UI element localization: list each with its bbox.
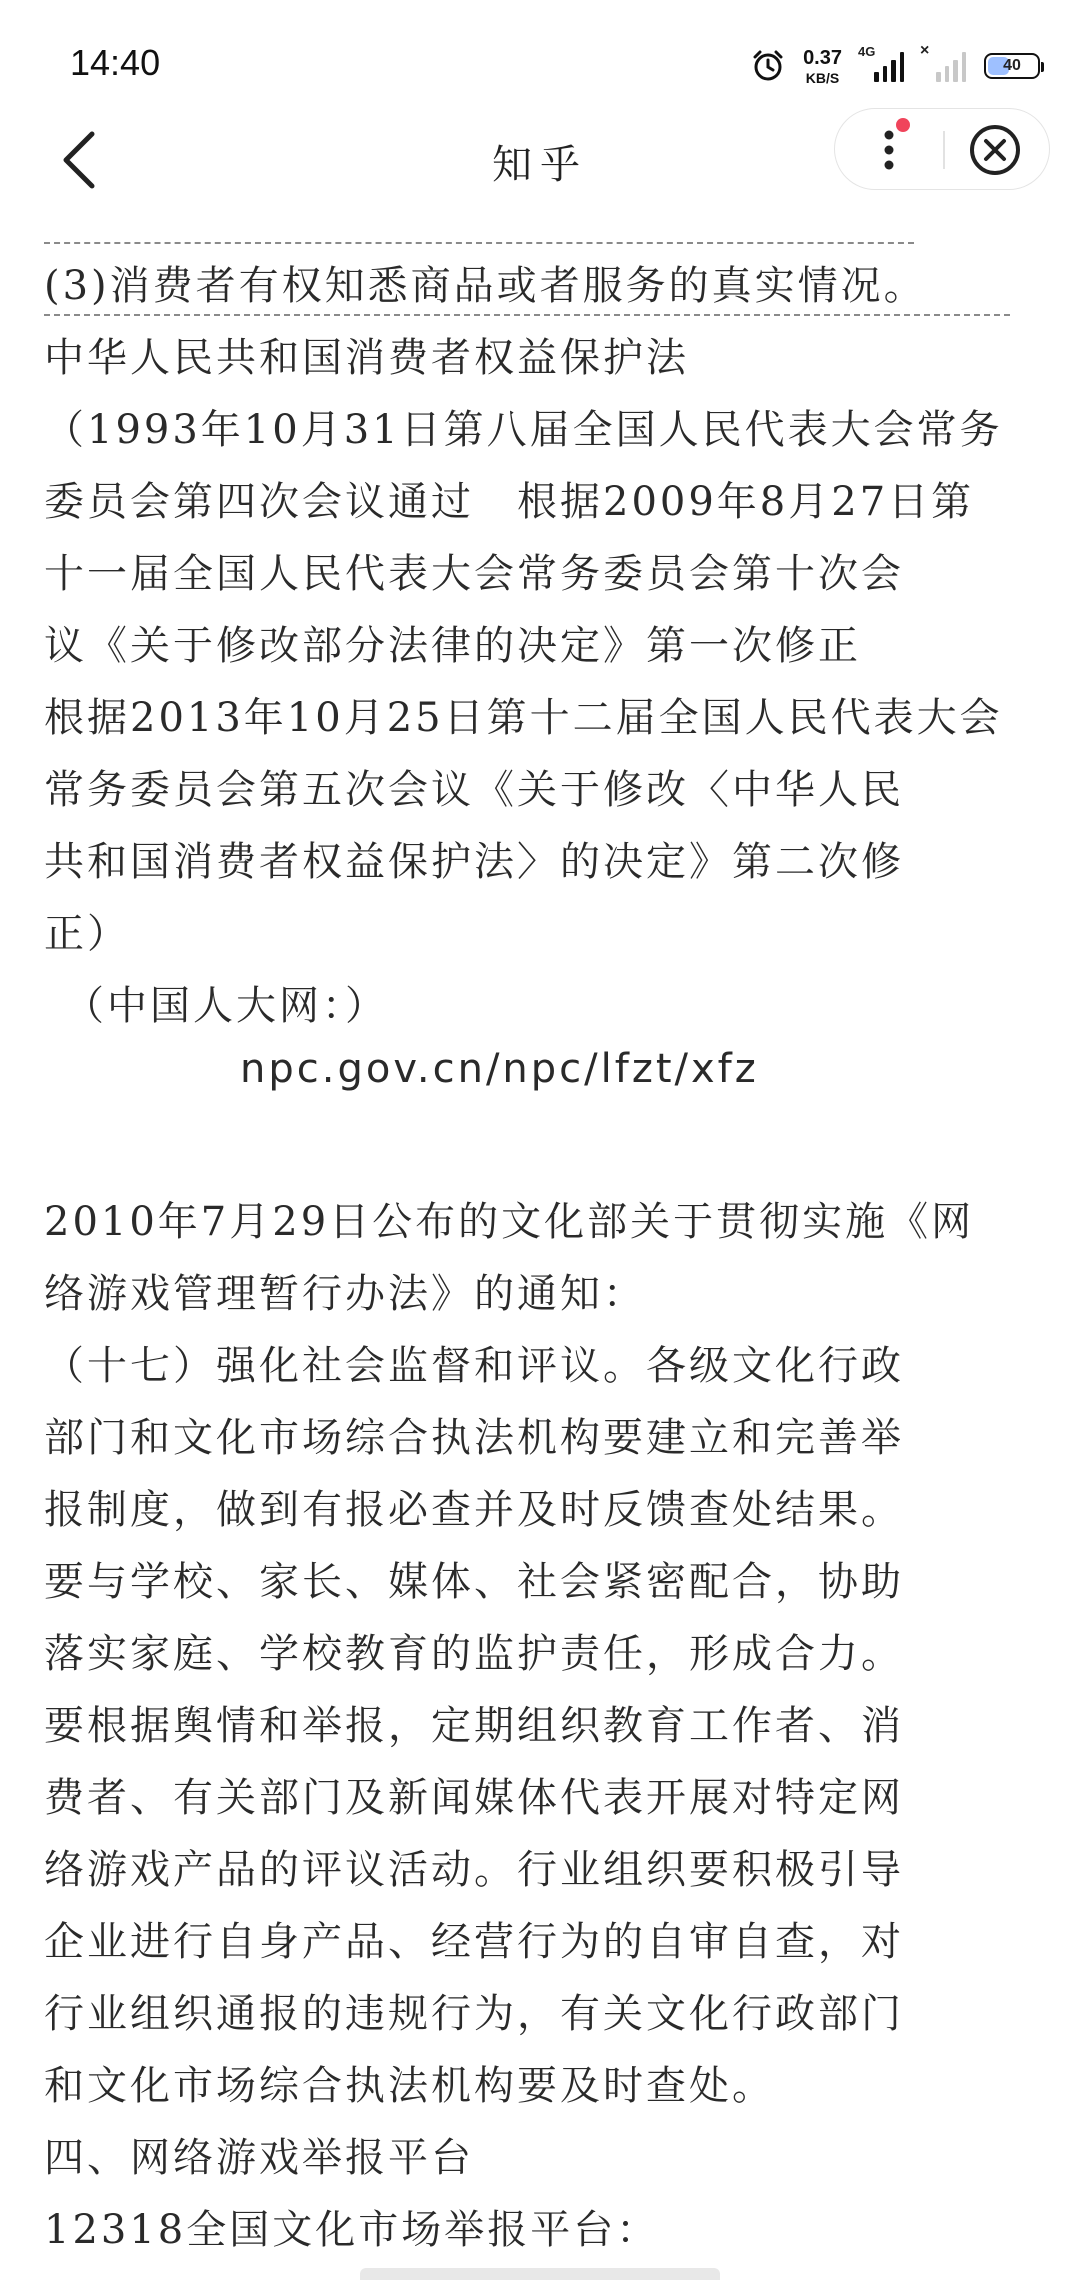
article-line: 落实家庭、学校教育的监护责任，形成合力。 <box>44 1631 904 1677</box>
article-line: （中国人大网：） <box>64 983 388 1029</box>
close-button[interactable] <box>965 117 1031 183</box>
source-link[interactable]: npc.gov.cn/npc/lfzt/xfz <box>240 1046 759 1092</box>
article-line: 报制度，做到有报必查并及时反馈查处结果。 <box>44 1487 904 1533</box>
article-content <box>0 240 1080 2280</box>
article-line: （十七）强化社会监督和评议。各级文化行政 <box>44 1343 904 1389</box>
nav-bar <box>0 128 1080 256</box>
article-line: 12318全国文化市场举报平台： <box>44 2207 660 2253</box>
article-line: 部门和文化市场综合执法机构要建立和完善举 <box>44 1415 904 1461</box>
article-line: 十一届全国人民代表大会常务委员会第十次会 <box>44 551 904 597</box>
more-options-button[interactable] <box>855 117 921 183</box>
article-line: (3)消费者有权知悉商品或者服务的真实情况。 <box>44 263 927 309</box>
article-line: 行业组织通报的违规行为，有关文化行政部门 <box>44 1991 904 2037</box>
article-line: 要与学校、家长、媒体、社会紧密配合，协助 <box>44 1559 904 1605</box>
article-line: （1993年10月31日第八届全国人民代表大会常务 <box>44 407 1003 453</box>
article-line: 正） <box>44 911 130 957</box>
dashed-divider-top <box>44 242 914 244</box>
article-line: 根据2013年10月25日第十二届全国人民代表大会 <box>44 695 1003 741</box>
notification-dot-icon <box>896 118 910 132</box>
network-type-label: 4G <box>858 44 876 59</box>
article-line: 2010年7月29日公布的文化部关于贯彻实施《网 <box>44 1199 975 1245</box>
alarm-icon <box>751 49 785 83</box>
article-line: 络游戏管理暂行办法》的通知： <box>44 1271 646 1317</box>
article-line: 费者、有关部门及新闻媒体代表开展对特定网 <box>44 1775 904 1821</box>
article-heading: 中华人民共和国消费者权益保护法 <box>44 335 689 381</box>
capsule-divider <box>943 131 945 169</box>
speed-value: 0.37 <box>803 46 842 69</box>
status-icons <box>751 44 1040 88</box>
page-title: 知乎 <box>492 142 588 188</box>
article-line: 和文化市场综合执法机构要及时查处。 <box>44 2063 775 2109</box>
article-line: 常务委员会第五次会议《关于修改〈中华人民 <box>44 767 904 813</box>
section-heading: 四、网络游戏举报平台 <box>44 2135 474 2181</box>
article-line: 要根据舆情和举报，定期组织教育工作者、消 <box>44 1703 904 1749</box>
home-indicator[interactable] <box>360 2268 720 2280</box>
article-line: 委员会第四次会议通过 根据2009年8月27日第 <box>44 479 975 525</box>
article-line: 络游戏产品的评议活动。行业组织要积极引导 <box>44 1847 904 1893</box>
mini-program-capsule <box>834 108 1050 190</box>
network-speed <box>803 48 842 85</box>
battery-level: 40 <box>1003 57 1021 74</box>
battery-icon <box>984 53 1040 79</box>
article-line: 议《关于修改部分法律的决定》第一次修正 <box>44 623 861 669</box>
signal-4g-icon <box>858 44 904 82</box>
speed-unit: KB/S <box>805 69 840 86</box>
status-time: 14:40 <box>70 42 161 83</box>
signal-no-service-icon: × <box>922 50 966 82</box>
dashed-divider-bottom <box>44 314 1010 316</box>
article-line: 企业进行自身产品、经营行为的自审自查，对 <box>44 1919 904 1965</box>
article-line: 共和国消费者权益保护法〉的决定》第二次修 <box>44 839 904 885</box>
